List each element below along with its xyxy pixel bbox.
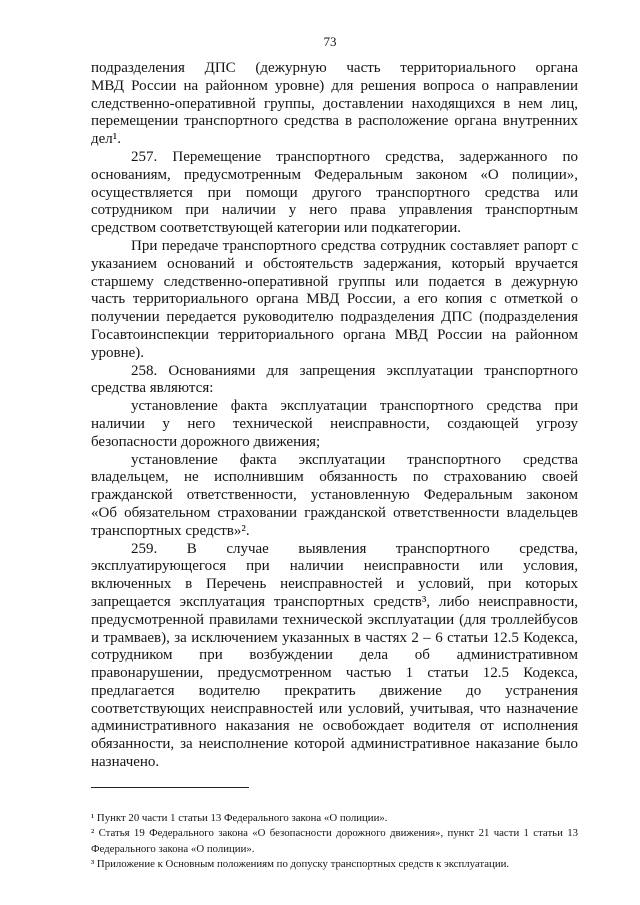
- text-line: установление факта эксплуатации транспортного средства при: [131, 398, 578, 415]
- text-line: часть территориального органа МВД России, а его копия с отметкой о: [91, 291, 578, 308]
- text-line: уровне).: [91, 344, 145, 361]
- text-line: МВД России на районном уровне) для решения вопроса о направлении: [91, 77, 578, 94]
- paragraph-257: [91, 149, 578, 238]
- text-line: обязанности, за неисполнение которой административное наказание было: [91, 736, 578, 753]
- footnote-line: Федерального закона «О полиции».: [91, 842, 255, 855]
- text-line: эксплуатирующегося при наличии неисправности или условия,: [91, 558, 578, 575]
- text-line: соответствующих неисправностей или условий, учитывая, что назначение: [91, 700, 578, 717]
- text-line: дел¹.: [91, 131, 122, 148]
- text-line: 258. Основаниями для запрещения эксплуатации транспортного: [131, 362, 578, 379]
- text-line: запрещается эксплуатация транспортных средств³, либо неисправности,: [91, 593, 578, 610]
- paragraph-257-report: [91, 238, 578, 363]
- text-line: Госавтоинспекции территориального органа МВД России на районном: [91, 326, 578, 343]
- text-line: перемещении транспортного средства в расположение органа внутренних: [91, 113, 578, 130]
- text-line: указанием оснований и обстоятельств задержания, который вручается: [91, 255, 578, 272]
- text-line: административного наказания не освобождает водителя от исполнения: [91, 718, 578, 735]
- text-line: и трамваев), за исключением указанных в частях 2 – 6 статьи 12.5 Кодекса,: [91, 629, 578, 646]
- text-line: основаниям, предусмотренным Федеральным законом «О полиции»,: [91, 166, 578, 183]
- text-line: средством соответствующей категории или подкатегории.: [91, 220, 462, 237]
- text-line: включенных в Перечень неисправностей и условий, при которых: [91, 576, 578, 593]
- text-line: подразделения ДПС (дежурную часть территориального органа: [91, 60, 578, 76]
- text-line: гражданской ответственности, установленную Федеральным законом: [91, 487, 578, 504]
- text-line: предусмотренной правилами технической эксплуатации (для троллейбусов: [91, 611, 578, 628]
- text-line: средства являются:: [91, 380, 214, 397]
- footnote-line: ³ Приложение к Основным положениям по допуску транспортных средств к эксплуатации.: [91, 857, 510, 870]
- text-line: наличии у него технической неисправности, создающей угрозу: [91, 415, 578, 432]
- paragraph-258-item-2: [91, 452, 578, 541]
- text-line: сотрудником при возбуждении дела об административном: [91, 647, 578, 664]
- text-line: старшему следственно-оперативной группы или подается в дежурную: [91, 273, 578, 290]
- text-line: транспортных средств»².: [91, 522, 250, 539]
- text-line: При передаче транспортного средства сотрудник составляет рапорт с: [131, 237, 578, 254]
- text-line: правонарушении, предусмотренном частью 1 статьи 12.5 Кодекса,: [91, 665, 578, 682]
- footnote-1: [91, 811, 578, 826]
- text-line: следственно-оперативной группы, доставлении находящихся в нем лиц,: [91, 95, 578, 112]
- document-body: [91, 60, 578, 772]
- footnote-line: ¹ Пункт 20 части 1 статьи 13 Федерального закона «О полиции».: [91, 812, 388, 824]
- text-line: получении передается руководителю подразделения ДПС (подразделения: [91, 309, 578, 326]
- text-line: владельцем, не исполнившим обязанность по страхованию своей: [91, 469, 578, 486]
- footnote-separator: [91, 787, 249, 788]
- text-line: установление факта эксплуатации транспортного средства: [131, 451, 578, 468]
- paragraph-258-item-1: [91, 398, 578, 451]
- paragraph-continuation: [91, 60, 578, 149]
- text-line: 259. В случае выявления транспортного средства,: [131, 540, 578, 557]
- paragraph-259: [91, 541, 578, 772]
- text-line: назначено.: [91, 754, 160, 771]
- footnote-2: [91, 826, 578, 857]
- footnotes: [91, 811, 578, 872]
- text-line: сотрудником при наличии у него права управления транспортным: [91, 202, 578, 219]
- footnote-line: ² Статья 19 Федерального закона «О безопасности дорожного движения», пункт 21 части 1 статьи 13: [91, 827, 578, 840]
- text-line: «Об обязательном страховании гражданской ответственности владельцев: [91, 504, 578, 521]
- footnote-3: [91, 857, 578, 872]
- text-line: предлагается водителю прекратить движение до устранения: [91, 682, 578, 699]
- page-number: 73: [323, 34, 337, 49]
- paragraph-258: [91, 363, 578, 399]
- text-line: безопасности дорожного движения;: [91, 433, 321, 450]
- text-line: осуществляется при помощи другого транспортного средства или: [91, 184, 578, 201]
- text-line: 257. Перемещение транспортного средства, задержанного по: [131, 148, 578, 165]
